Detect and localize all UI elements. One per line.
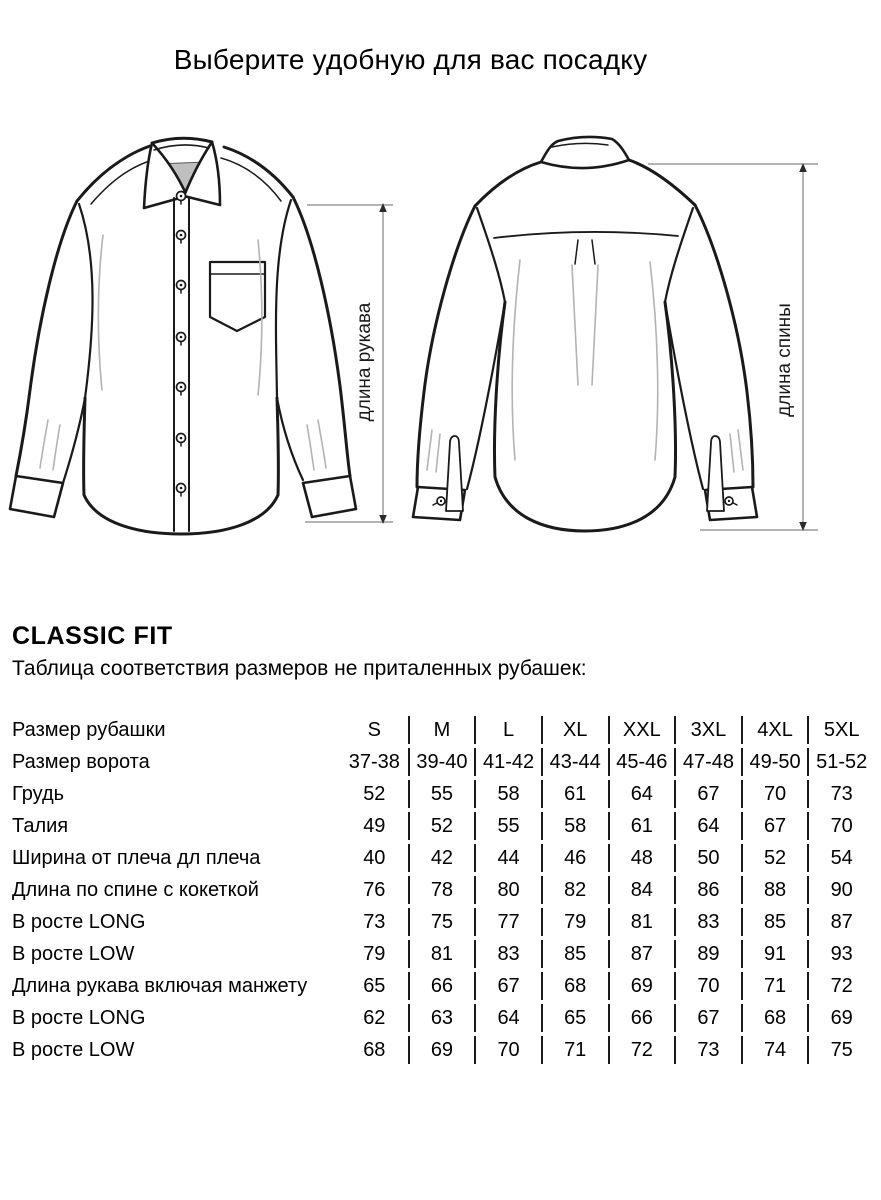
size-cell: 43-44 [541, 748, 608, 776]
size-cell: 87 [807, 908, 874, 936]
section-subheading: Таблица соответствия размеров не приталенных рубашек: [12, 657, 587, 680]
size-cell: 68 [363, 1038, 386, 1061]
back-collar [541, 137, 629, 168]
size-cell: 67 [474, 972, 541, 1000]
back-right-armhole-seam [665, 208, 693, 302]
size-cell: 52 [741, 844, 808, 872]
front-right-armhole-seam [276, 200, 291, 398]
size-cell: 3XL [674, 716, 741, 744]
table-row [12, 780, 874, 808]
row-label: В росте LONG [12, 1006, 146, 1029]
size-cell: 48 [608, 844, 675, 872]
back-pleat-line [575, 240, 578, 264]
size-cell: 51-52 [807, 748, 874, 776]
table-row [12, 748, 874, 776]
size-cell: 81 [608, 908, 675, 936]
shirt-front-drawing [10, 138, 356, 534]
size-cell: 64 [474, 1004, 541, 1032]
size-cell: 76 [363, 878, 386, 901]
back-left-cuff-placket [446, 436, 463, 511]
table-row [12, 716, 874, 744]
row-label: Длина рукава включая манжету [12, 974, 308, 997]
size-cell: 71 [541, 1036, 608, 1064]
size-cell: 40 [363, 846, 386, 869]
button-icon [177, 484, 186, 497]
size-cell: M [408, 716, 475, 744]
size-cell: 84 [608, 876, 675, 904]
size-cell: 73 [363, 910, 386, 933]
back-right-shoulder [629, 160, 695, 205]
front-right-sleeve-seam [277, 398, 303, 480]
table-row [12, 812, 874, 840]
size-cell: 47-48 [674, 748, 741, 776]
size-cell: 63 [408, 1004, 475, 1032]
size-cell: 70 [474, 1036, 541, 1064]
size-cell: 70 [741, 780, 808, 808]
size-cell: 86 [674, 876, 741, 904]
front-body [84, 398, 279, 534]
size-table [12, 712, 874, 1068]
row-label: Размер ворота [12, 750, 150, 773]
size-cell: 42 [408, 844, 475, 872]
size-cell: 62 [363, 1006, 386, 1029]
size-cell: 61 [608, 812, 675, 840]
size-cell: 52 [408, 812, 475, 840]
size-cell: 83 [674, 908, 741, 936]
row-label: Ширина от плеча дл плеча [12, 846, 261, 869]
back-right-sleeve [695, 205, 753, 487]
table-row [12, 908, 874, 936]
size-cell: 78 [408, 876, 475, 904]
button-icon [177, 333, 186, 346]
row-label: В росте LOW [12, 1038, 135, 1061]
table-row [12, 972, 874, 1000]
size-cell: 67 [674, 780, 741, 808]
size-cell: 61 [541, 780, 608, 808]
front-right-cuff [303, 476, 356, 517]
row-label: В росте LONG [12, 910, 146, 933]
size-cell: 49-50 [741, 748, 808, 776]
size-cell: 69 [807, 1004, 874, 1032]
front-right-shoulder [224, 147, 293, 197]
button-icon [177, 281, 186, 294]
size-cell: 71 [741, 972, 808, 1000]
size-table-body [12, 716, 874, 1064]
size-cell: 90 [807, 876, 874, 904]
table-row [12, 940, 874, 968]
size-cell: 65 [363, 974, 386, 997]
size-cell: 75 [807, 1036, 874, 1064]
size-cell: L [474, 716, 541, 744]
size-cell: 58 [541, 812, 608, 840]
front-collar-band-line [154, 145, 209, 150]
size-cell: 69 [608, 972, 675, 1000]
back-yoke-seam [494, 232, 678, 238]
row-label: Размер рубашки [12, 718, 166, 741]
size-cell: 44 [474, 844, 541, 872]
size-cell: XL [541, 716, 608, 744]
table-row [12, 1036, 874, 1064]
size-cell: 89 [674, 940, 741, 968]
size-cell: 52 [363, 782, 386, 805]
back-right-sleeve-seam [665, 302, 703, 489]
front-left-sleeve [16, 201, 77, 476]
size-cell: 85 [741, 908, 808, 936]
size-cell: 64 [674, 812, 741, 840]
size-cell: 83 [474, 940, 541, 968]
size-cell: 73 [807, 780, 874, 808]
size-cell: 72 [608, 1036, 675, 1064]
size-cell: 91 [741, 940, 808, 968]
sleeve-length-label: длина рукава [354, 302, 375, 422]
back-shading [427, 260, 743, 472]
size-cell: 79 [363, 942, 386, 965]
size-cell: 67 [741, 812, 808, 840]
size-cell: 88 [741, 876, 808, 904]
front-buttons [177, 192, 186, 497]
size-cell: XXL [608, 716, 675, 744]
size-cell: 68 [541, 972, 608, 1000]
size-cell: 65 [541, 1004, 608, 1032]
size-cell: 75 [408, 908, 475, 936]
size-cell: 39-40 [408, 748, 475, 776]
button-icon [177, 383, 186, 396]
back-right-cuff-placket [707, 436, 724, 511]
size-cell: 67 [674, 1004, 741, 1032]
size-cell: 58 [474, 780, 541, 808]
front-right-yoke-seam [221, 158, 281, 201]
back-pleat-line [592, 240, 595, 264]
size-cell: 87 [608, 940, 675, 968]
back-left-sleeve-seam [467, 302, 505, 489]
size-cell: 70 [807, 812, 874, 840]
size-cell: 37-38 [348, 750, 400, 773]
size-cell: 80 [474, 876, 541, 904]
row-label: Талия [12, 814, 69, 837]
back-left-sleeve [417, 206, 475, 487]
size-cell: 50 [674, 844, 741, 872]
size-cell: 85 [541, 940, 608, 968]
row-label: В росте LOW [12, 942, 135, 965]
button-icon [177, 434, 186, 447]
size-cell: 82 [541, 876, 608, 904]
front-collar-top-edge [152, 138, 212, 143]
size-cell: 55 [408, 780, 475, 808]
size-cell: 64 [608, 780, 675, 808]
size-cell: 73 [674, 1036, 741, 1064]
front-right-sleeve [293, 197, 350, 476]
back-left-armhole-seam [477, 208, 505, 302]
size-cell: 66 [408, 972, 475, 1000]
size-cell: S [367, 718, 381, 741]
section-heading: CLASSIC FIT [12, 622, 173, 650]
page-title: Выберите удобную для вас посадку [173, 44, 648, 75]
table-row [12, 844, 874, 872]
table-row [12, 1004, 874, 1032]
size-cell: 4XL [741, 716, 808, 744]
size-cell: 66 [608, 1004, 675, 1032]
shirt-back-drawing [413, 137, 757, 531]
size-cell: 54 [807, 844, 874, 872]
button-icon [177, 231, 186, 244]
size-cell: 55 [474, 812, 541, 840]
size-cell: 45-46 [608, 748, 675, 776]
size-cell: 93 [807, 940, 874, 968]
size-cell: 72 [807, 972, 874, 1000]
size-cell: 41-42 [474, 748, 541, 776]
size-cell: 74 [741, 1036, 808, 1064]
size-cell: 46 [541, 844, 608, 872]
size-cell: 81 [408, 940, 475, 968]
front-left-armhole-seam [79, 204, 93, 398]
size-cell: 77 [474, 908, 541, 936]
front-left-sleeve-seam [63, 398, 85, 483]
front-chest-pocket [210, 262, 265, 331]
row-label: Длина по спине с кокеткой [12, 878, 259, 901]
back-length-label: длина спины [774, 303, 795, 417]
front-left-cuff [10, 476, 63, 517]
back-left-shoulder [475, 162, 541, 206]
size-cell: 69 [408, 1036, 475, 1064]
size-cell: 49 [363, 814, 386, 837]
back-body [494, 302, 675, 531]
size-cell: 79 [541, 908, 608, 936]
size-cell: 70 [674, 972, 741, 1000]
table-row [12, 876, 874, 904]
row-label: Грудь [12, 782, 65, 805]
size-cell: 68 [741, 1004, 808, 1032]
front-left-shoulder [77, 146, 150, 201]
size-cell: 5XL [807, 716, 874, 744]
button-icon [177, 192, 186, 205]
